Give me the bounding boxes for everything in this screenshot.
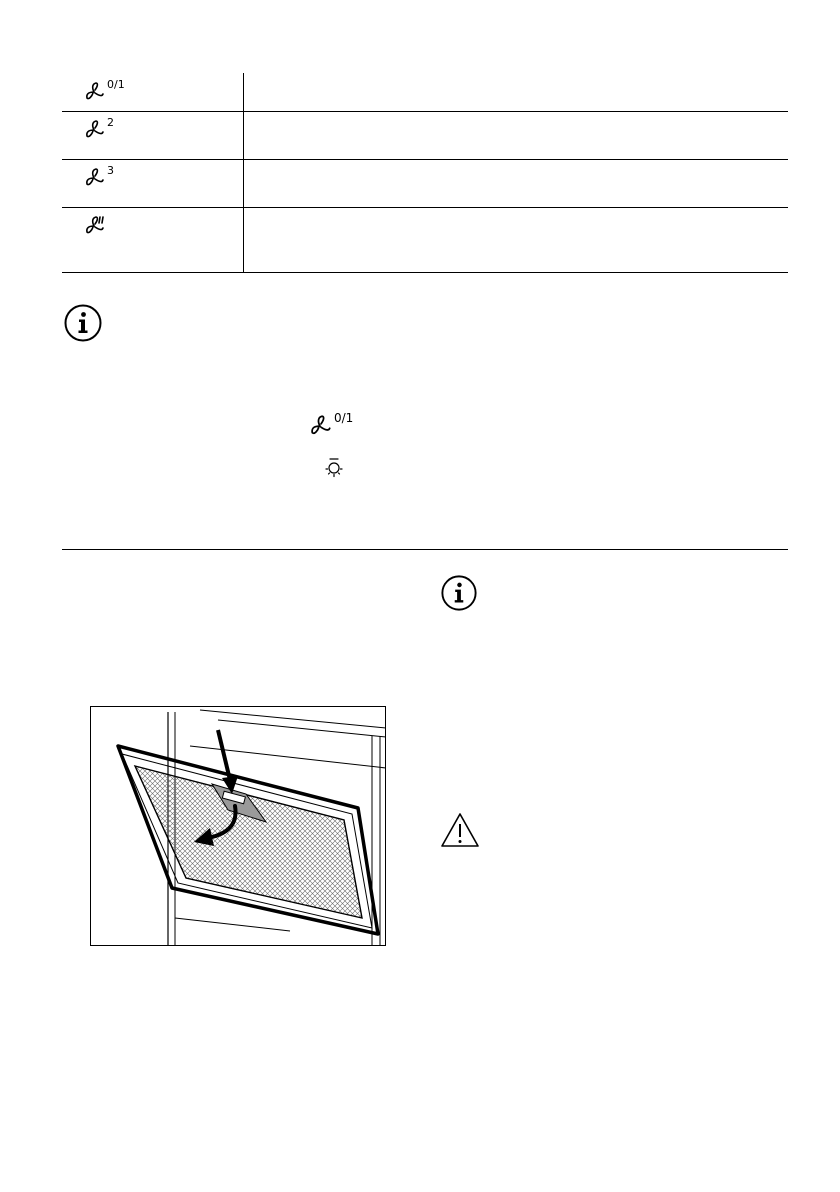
table-row — [84, 80, 125, 102]
info-note-fan-symbol — [309, 413, 353, 437]
fan-level-label: 0/1 — [107, 78, 125, 91]
fan-speed-2-icon — [84, 118, 106, 140]
warning-icon — [439, 811, 481, 849]
info-icon — [440, 574, 478, 612]
light-bulb-icon — [322, 456, 346, 480]
fan-speed-3-icon — [84, 166, 106, 188]
table-bottom-border — [62, 272, 788, 273]
table-row — [84, 214, 108, 236]
fan-level-label: 3 — [107, 164, 114, 177]
table-row-divider — [62, 207, 788, 208]
fan-icon — [309, 413, 333, 437]
fan-boost-icon — [84, 214, 108, 236]
fan-level-label: 0/1 — [334, 411, 354, 425]
fan-level-label: 2 — [107, 116, 114, 129]
grease-filter-illustration — [90, 706, 386, 946]
table-row — [84, 166, 114, 188]
table-row-divider — [62, 111, 788, 112]
table-column-divider — [243, 73, 244, 273]
table-row-divider — [62, 159, 788, 160]
info-icon — [63, 303, 103, 343]
fan-speed-1-icon — [84, 80, 106, 102]
section-divider — [62, 549, 788, 550]
table-row — [84, 118, 114, 140]
